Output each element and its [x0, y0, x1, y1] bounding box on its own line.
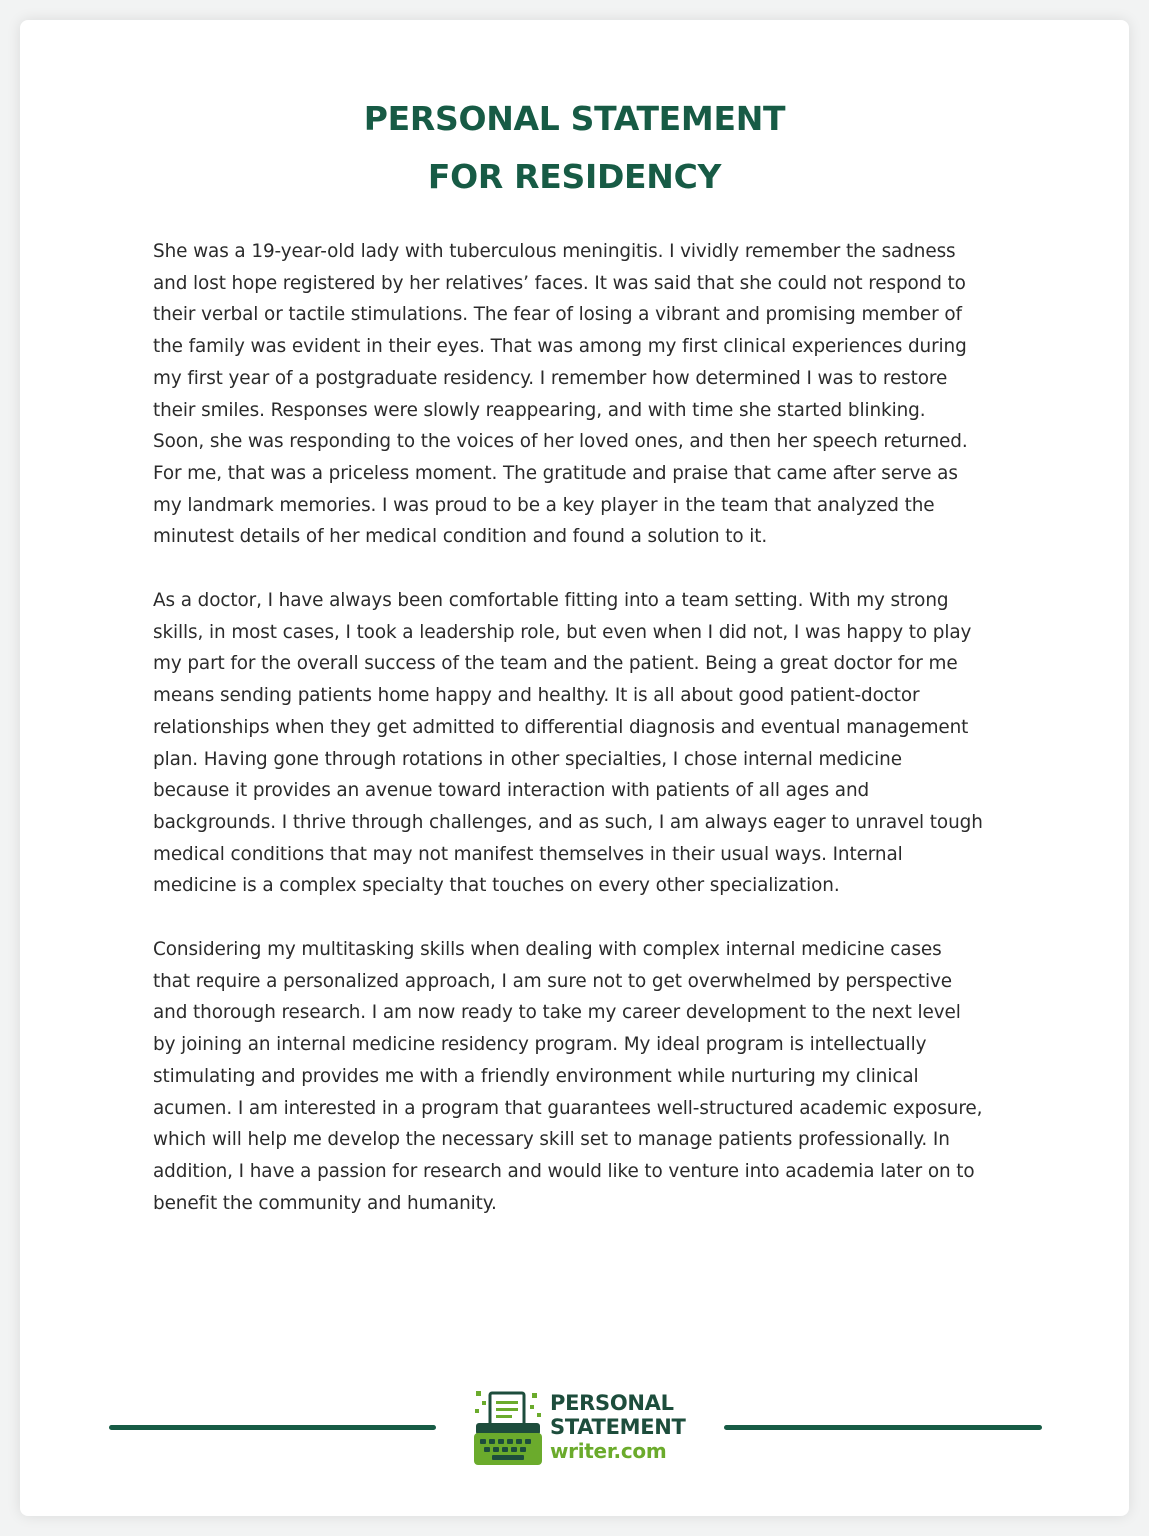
- logo-line-2: STATEMENT: [550, 1415, 686, 1439]
- paragraph-line: and lost hope registered by her relatives’ faces. It was said that she could not respond to: [153, 272, 966, 294]
- paragraph-line: As a doctor, I have always been comfortable fitting into a team setting. With my strong: [153, 590, 949, 612]
- paragraph-line: which will help me develop the necessary skill set to manage patients professionally. In: [153, 1129, 950, 1151]
- logo-wordmark: [550, 1391, 686, 1463]
- paragraph-line: medical conditions that may not manifest themselves in their usual ways. Internal: [153, 843, 903, 865]
- paragraph-line: that require a personalized approach, I am sure not to get overwhelmed by perspective: [153, 970, 953, 992]
- document-page: [20, 20, 1129, 1516]
- paragraph-line: my landmark memories. I was proud to be a key player in the team that analyzed the: [153, 494, 935, 516]
- footer-rule-left: [109, 1425, 436, 1430]
- logo-line-3: writer.com: [550, 1439, 667, 1463]
- paragraph-line: stimulating and provides me with a friendly environment while nurturing my clinical: [153, 1065, 919, 1087]
- paragraph-line: their smiles. Responses were slowly reappearing, and with time she started blinking.: [153, 399, 926, 421]
- brand-logo: [472, 1387, 702, 1469]
- paragraph-line: She was a 19-year-old lady with tuberculous meningitis. I vividly remember the sadness: [153, 241, 956, 262]
- title-line-2: FOR RESIDENCY: [427, 157, 722, 196]
- paragraph-line: the family was evident in their eyes. That was among my first clinical experiences during: [153, 336, 967, 358]
- paragraph: [153, 585, 1013, 902]
- paragraph-line: plan. Having gone through rotations in other specialties, I chose internal medicine: [153, 748, 902, 770]
- paragraph-line: Considering my multitasking skills when dealing with complex internal medicine cases: [153, 939, 942, 961]
- paragraph-line: my part for the overall success of the team and the patient. Being a great doctor for me: [153, 653, 958, 675]
- paragraph-line: because it provides an avenue toward interaction with patients of all ages and: [153, 780, 870, 802]
- paragraph-line: minutest details of her medical condition and found a solution to it.: [153, 526, 768, 548]
- paragraph-line: addition, I have a passion for research and would like to venture into academia later on to: [153, 1160, 975, 1182]
- paragraph-line: For me, that was a priceless moment. The gratitude and praise that came after serve as: [153, 462, 958, 484]
- logo-line-1: PERSONAL: [550, 1391, 674, 1415]
- footer-rule-right: [724, 1425, 1042, 1430]
- paragraph: [153, 934, 1013, 1219]
- paragraph-line: my first year of a postgraduate residency. I remember how determined I was to restore: [153, 367, 948, 389]
- paragraph-line: skills, in most cases, I took a leadership role, but even when I did not, I was happy to play: [153, 621, 972, 643]
- document-title: [20, 90, 1129, 206]
- paragraph-line: relationships when they get admitted to differential diagnosis and eventual management: [153, 716, 969, 738]
- paragraph-line: by joining an internal medicine residency program. My ideal program is intellectually: [153, 1034, 927, 1056]
- paragraph: [153, 236, 1013, 553]
- paragraph-line: benefit the community and humanity.: [153, 1192, 497, 1214]
- paragraph-line: medicine is a complex specialty that touches on every other specialization.: [153, 875, 840, 897]
- paragraph-line: means sending patients home happy and healthy. It is all about good patient-doctor: [153, 685, 920, 707]
- paragraph-line: Soon, she was responding to the voices of her loved ones, and then her speech returned.: [153, 431, 968, 453]
- paragraph-line: backgrounds. I thrive through challenges, and as such, I am always eager to unravel tough: [153, 811, 983, 833]
- statement-body: [153, 236, 1013, 1251]
- paragraph-line: acumen. I am interested in a program that guarantees well-structured academic exposure,: [153, 1097, 983, 1119]
- paragraph-line: their verbal or tactile stimulations. The fear of losing a vibrant and promising member of: [153, 304, 962, 326]
- paragraph-line: and thorough research. I am now ready to take my career development to the next level: [153, 1002, 961, 1024]
- typewriter-icon: [472, 1387, 544, 1469]
- title-line-1: PERSONAL STATEMENT: [363, 99, 786, 138]
